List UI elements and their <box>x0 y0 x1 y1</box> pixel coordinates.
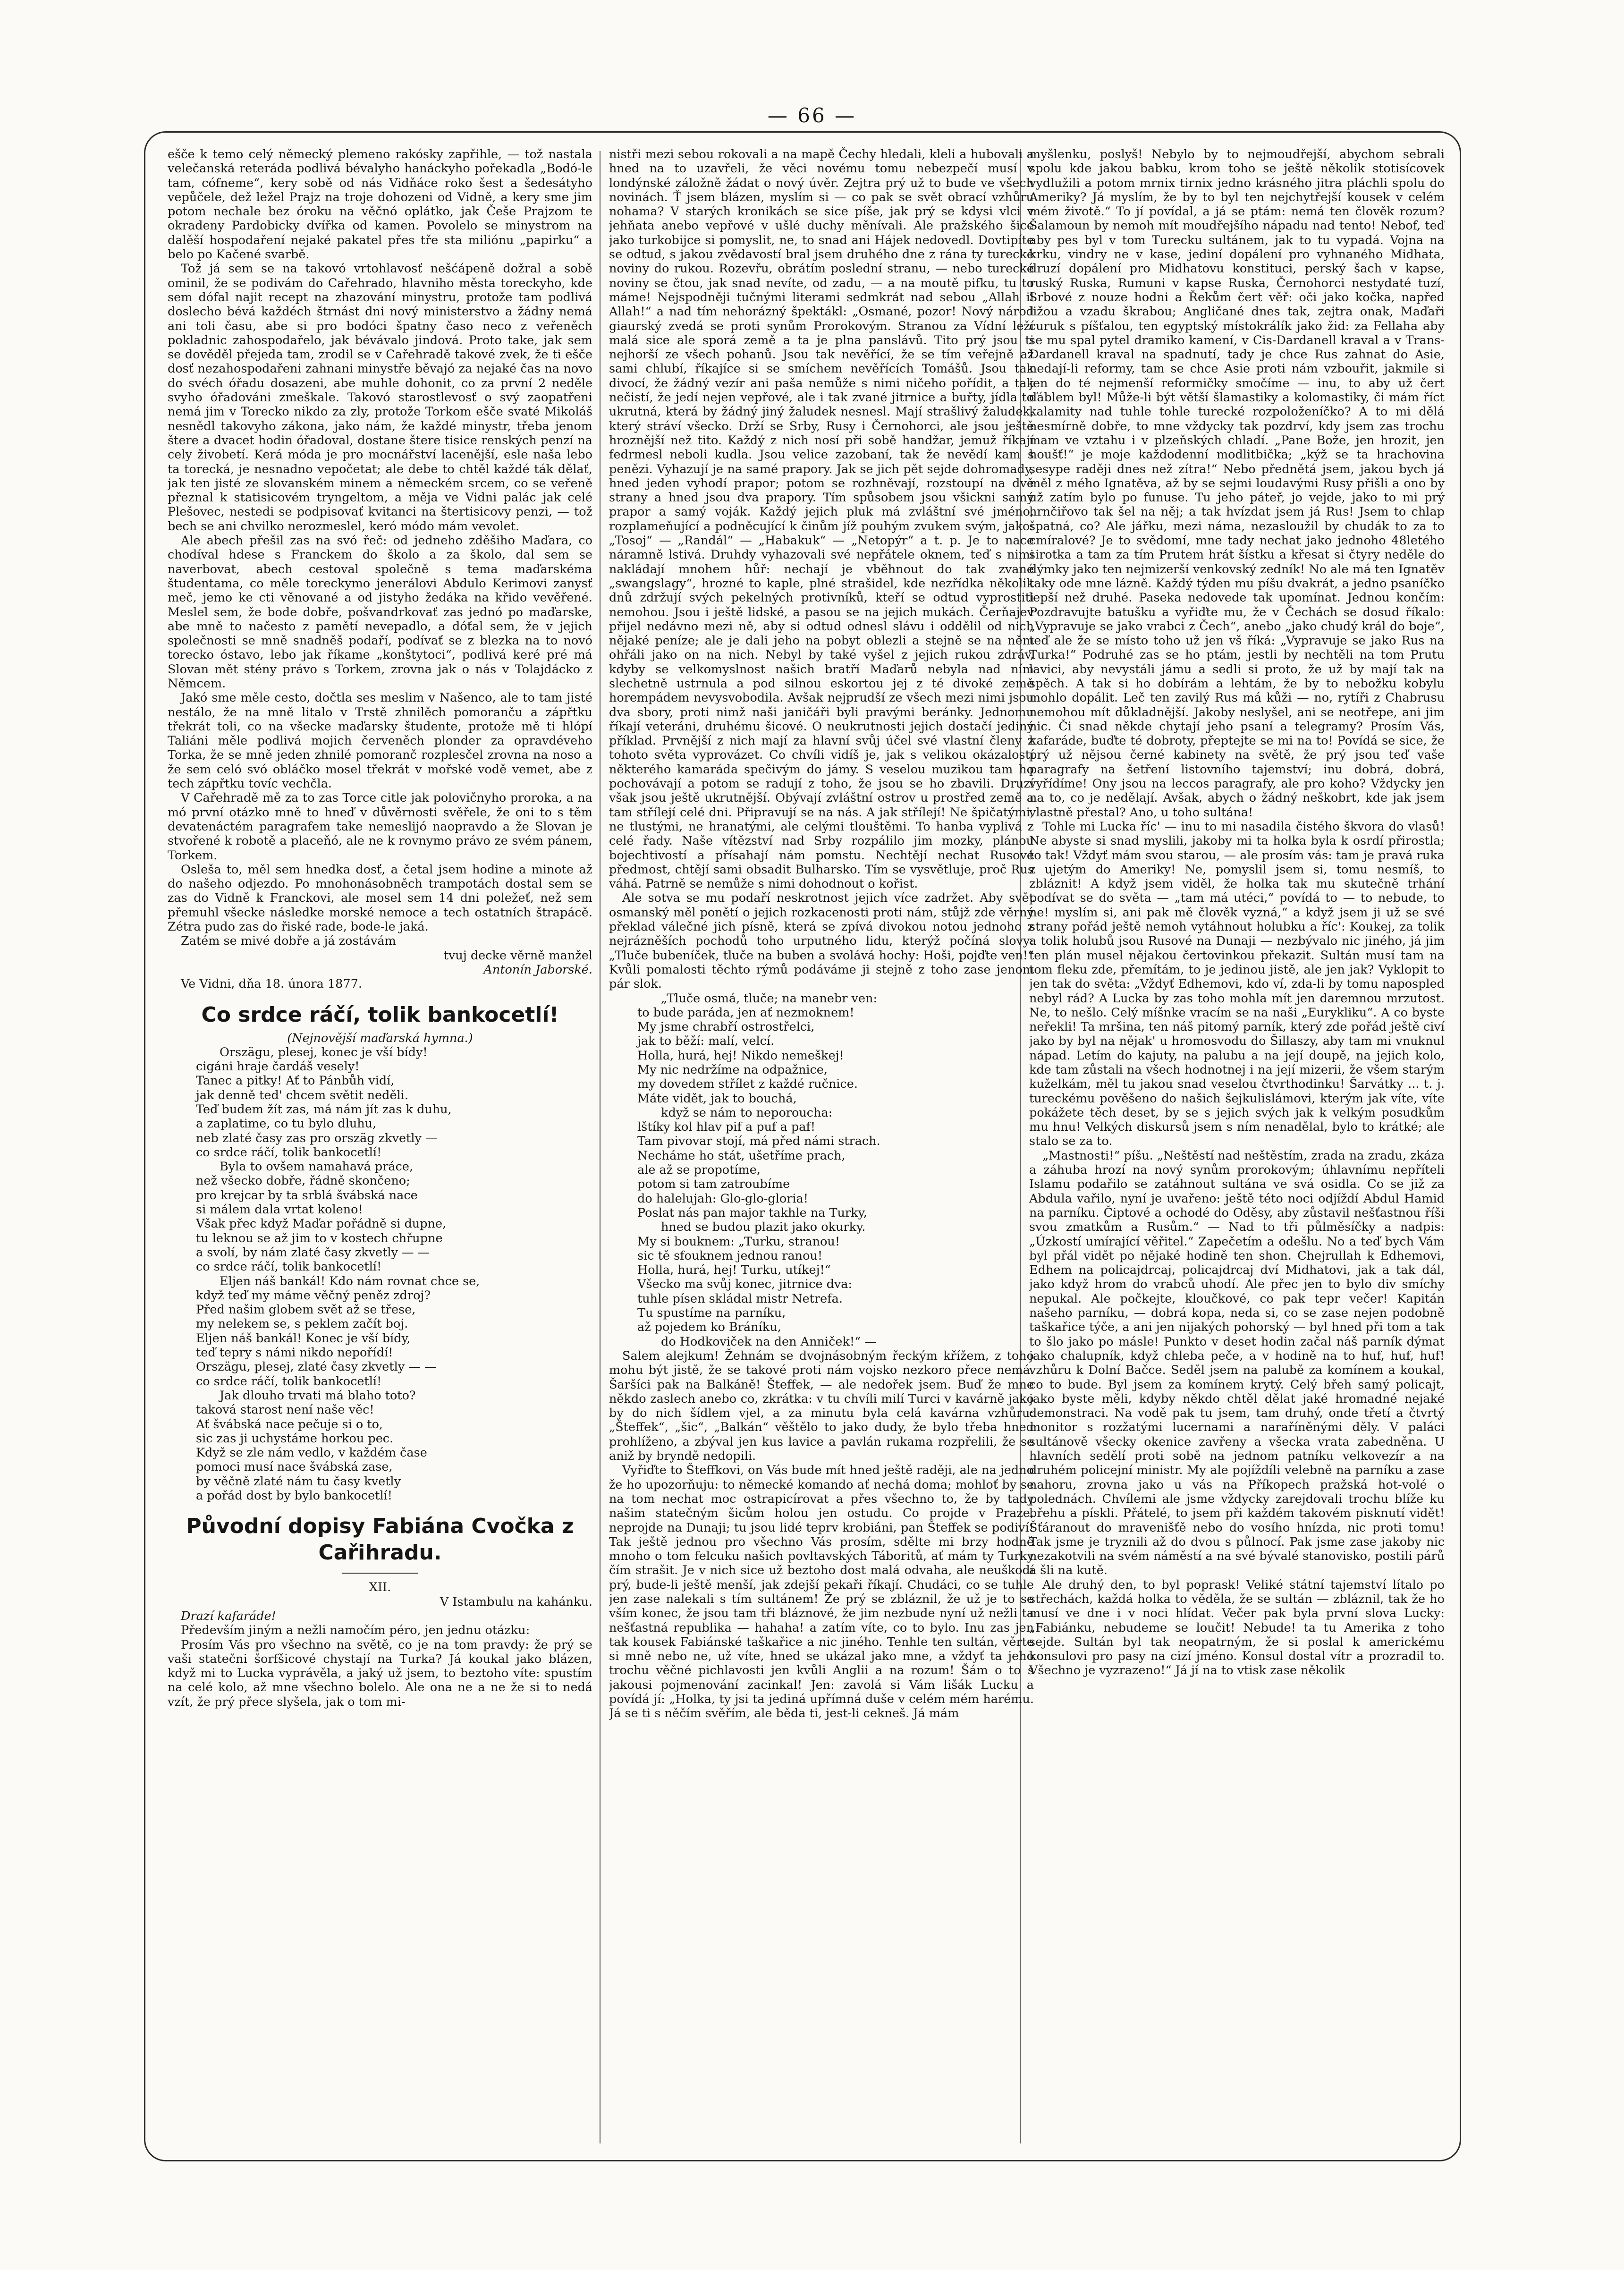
verse-line: my dovedem střílet z každé ručnice. <box>637 1077 858 1092</box>
verse-line: Orszägu, plesej, konec je vší bídy! <box>220 1045 428 1059</box>
verse-line: lštíky kol hlav pif a puf a paf! <box>637 1120 816 1135</box>
verse-line: když teď my máme věčný peněz zdroj? <box>196 1288 431 1303</box>
poem-subtitle: (Nejnovější maďarská hymna.) <box>287 1031 473 1045</box>
paragraph: V Cařehradě mě za to zas Torce citle jak polovičnyho proroka, a na mó první otázko mně to hneď v důvěrnosti svěřele, že oni to s těm devatenáctém paragrafem take nemeslijó naopravdo a že Slovan je stvořené k robotě a placeňó, ale ne k rovnymo právo ze svém pánem, Torkem. <box>168 791 592 863</box>
verse-line: Eljen náš bankál! Kdo nám rovnat chce se, <box>220 1274 480 1288</box>
verse-line: Eljen náš bankál! Konec je vší bídy, <box>196 1331 411 1346</box>
paragraph: Salem alejkum! Žehnám se dvojnásobným řeckým křížem, z toho mohu být jistě, že se takové proti nám vojsko nezkoro přece nemá. Šaršíci pak na Balkáně! Šteffek, — ale nedořek jsem. Buď že mne někdo zaslech anebo co, zkrátka: v tu chvíli milí Turci v kavárně jako by do nich šídlem vjel, a za minutu byla celá kavárna vzhůru: „Šteffek“, „šic“, „Balkán“ věštělo to jako dudy, že bylo třeba hned prohlíženo, a zbýval jen kus lavice a pavlán rukama rozpřelili, že se aniž by bryndě nedopili. <box>609 1348 1034 1464</box>
verse-line: Všecko ma svůj konec, jitrnice dva: <box>637 1277 853 1292</box>
verse-line: než všecko dobře, řádně skončeno; <box>196 1174 410 1188</box>
paragraph: nistři mezi sebou rokovali a na mapě Čechy hledali, kleli a hubovali a hned na to uzavřeli, že věci novému tomu nebezpečí musí v londýnské záložně žádat o nový úvěr. Zejtra prý už to bude ve všech novinách. Ť jsem blázen, myslím si — co pak se svět obrací vzhůru nohama? V starých kronikách se sice píše, jak prý se kdysi vlci v jehňata anebo vepřové v ušlé duchy měnívali. Ale pražského šice jako turkobijce si pomyslit, ne, to snad ani Hájek nedovedl. Dovtipíte se odtud, s jakou zvědavostí bral jsem druhého dne z rána ty turecké noviny do rukou. Rozevřu, obrátím poslední stranu, — nebo turecké noviny se čtou, jak snad nevíte, od zadu, — a na moutě pifku, tu to máme! Nejspodněji tučnými literami sedmkrát nad sebou „Allah il Allah!“ a nad tím nehorázný špektákl: „Osmané, pozor! Nový národ giaurský zvedá se proti synům Prorokovým. Stranou za Vídní leží malá sice ale sporá země a ta je plna panslávů. Tito prý jsou ti nejhorší ze všech pohanů. Jsou tak nevěřící, že se tím veřejně až sami chlubí, říkajíce si se smíchem nevěřících Tomášů. Jsou tak divocí, že žádný vezír ani paša nemůže s nimi ničeho pořídit, a tak nečistí, že jedí nejen vepřové, ale i tak zvané jitrnice a buřty, jídla to ukrutná, která by žádný jiný žaludek nesnesl. Mají strašlivý žaludek, který stráví všecko. Drží se Srby, Rusy i Černohorci, ale jsou ještě hroznější než tito. Každý z nich nosí při sobě handžar, jemuž říkají fedrmesl neboli kudla. Jsou velice zazobaní, tak že nevědí kam s penězi. Vyhazují je na samé prapory. Jak se jich pět sejde dohromady, hned jeden vyhodí prapor; potom se rozhněvají, rozstoupí na dvě strany a hned jsou dva prapory. Tím spůsobem jsou všickni samý prapor a samý voják. Každý jejich pluk má zvláštní své jméno, rozplameňující a podněcující k činům jíž pouhým zvukem svým, jako: „Tosoj“ — „Randál“ — „Habakuk“ — „Netopýr“ a t. p. Je to nace náramně lstivá. Druhdy vyhazovali své nepřátele oknem, teď s nimi nakládají mnohem hůř: nechají je vběhnout do tak zvané „swangslagy“, hrozné to kaple, plné strašidel, kde nezřídka několik dnů zdržují svých pekelných protivníků, kteří se odtud vyprostiti nemohou. Jsou i ještě lidské, a pasou se na jejich mukách. Čerňajev přijel nedávno mezi ně, aby si odtud odnesl slávu i oddělil od nich nějaké peníze; ale je dali jeho na pobyt oblezli a stejně se na něm ohřáli jako on na nich. Nebyl by také vyšel z jejich rukou zdráv, kdyby se velkomyslnost našich bratří Maďarů nebyla nad ním slechetně ustrnula a pod silnou eskortou jej z té divoké země horempádem nevysvobodila. Avšak nejprudší ze všech mezi nimi jsou dva sbory, proti nimž naši janičáři byli pravými beránky. Jednomu říkají veteráni, druhému šicové. O neukrutnosti jejich dostačí jediný příklad. Prvnější z nich mají za hlavní svůj účel své vlastní členy z tohoto světa vyprovázet. Co chvíli vidíš je, jak s velikou okázalostí některého kamaráda spečivým do jámy. S veselou muzikou tam ho pochovávají a potom se radují z toho, že jsou se ho zbavili. Druzí však jsou ještě ukrutnější. Obývají zvláštní ostrov u prostřed země a tam střílejí celé dni. Připravují se na nás. A jak střílejí! Ne špičatými, ne tlustými, ne hranatými, ale celými tlouštěmi. To hanba vyplivá z celé řady. Naše vítězství nad Srby rozpálilo jim mozky, plánou bojechtivostí a přísahají nám pomstu. Nechtějí nechat Rusové předmost, chtějí sami obsadit Bulharsko. Tím se vysvětluje, proč Rus váhá. Patrně se nemůže s nimi dohodnout o kořist. <box>609 147 1034 891</box>
verse-line: do halelujah: Glo-glo-gloria! <box>637 1191 809 1206</box>
verse-line: tu leknou se až jim to v kostech chřupne <box>196 1231 443 1245</box>
verse-line: do Hodkoviček na den Anniček!“ — <box>661 1334 877 1349</box>
paragraph: Jakó sme měle cesto, dočtla ses meslim v Našenco, ale to tam jisté nestálo, že na mně litalo v Trstě zhnilěch pomoranču a zápřtku třekrát toli, co na všecke maďarsky študente, protože mě ti hlópí Taliáni měle podlivá mojich červeněch plonder za opravdéveho Torka, že se mně jeden zhnilé pomoranč rozplesčel zrovna na noso a že sem celó svó obláčko mosel třekrát v mořské vodě vemet, abe z tech zápřtku tovíc vechčla. <box>168 691 592 791</box>
paragraph: ešče k temo celý německý plemeno rakósky zapřihle, — tož nastala velečanská reteráda podlivá bévalyho hanáckyho pořekadla „Bodó-le tam, cófneme“, kery sobě od nás Vidňáce roko šest a šedesátyho vepůčele, dež ležel Prajz na troje dohozeni od Vidně, a kery sme jim potom nechale bez óroku na věčnó oplátko, jak Češe Prajzom te okradeny Pardobicky dvířka od kamen. Povolelo se minystrom na dalěší hospodaření nejaké pakatel přes tře sta miliónu „papirku“ a belo po Kačené svarbě. <box>168 147 592 262</box>
verse-line: a svolí, by nám zlaté časy zkvetly — — <box>196 1245 430 1260</box>
verse-line: Holla, hurá, hej! Nikdo nemeškej! <box>637 1048 844 1063</box>
verse-line: ale až se propotíme, <box>637 1163 761 1177</box>
verse-line: Poslat nás pan major takhle na Turky, <box>637 1205 867 1220</box>
verse-line: hned se budou plazit jako okurky. <box>661 1220 866 1235</box>
signature-name: Antonín Jaborské. <box>483 962 592 977</box>
letter-place: V Istambulu na kahánku. <box>440 1594 592 1609</box>
verse-line: Necháme ho stát, ušetříme prach, <box>637 1148 846 1163</box>
verse-line: Tu spustíme na parníku, <box>637 1306 786 1321</box>
page-number: — 66 — <box>767 104 857 127</box>
letter-salutation: Drazí kafaráde! <box>181 1609 276 1623</box>
verse-line: až pojedem ko Bráníku, <box>637 1320 781 1335</box>
verse-line: My jsme chrabří ostrostřelci, <box>637 1020 815 1034</box>
poem-title: Co srdce ráčí, tolik bankocetlí! <box>201 1002 559 1027</box>
verse-line: My si bouknem: „Turku, stranou! <box>637 1234 840 1249</box>
verse-line: jak to běží: malí, velcí. <box>637 1034 775 1049</box>
verse-line: cigáni hraje čardáš vesely! <box>196 1059 360 1074</box>
verse-line: a pořád dost by bylo bankocetlí! <box>196 1489 393 1503</box>
paragraph: Tož já sem se na takovó vrtohlavosť nešćápeně dožral a sobě ominil, že se podivám do Cařehrado, hlavniho města toreckyho, kde sem dófal najit recept na zhazování minystru, protože tam podlivá doslecho bévá každéch štrnást dni nový ministerstvo a žádny nemá ani toli času, abe si pro bodóci špatny časo neco z veřeněch pokladnic zahospodařelo, jak bévávalo jindová. Proto take, jak sem se dověděl přejeda tam, zrodil se v Cařehradě takové zvek, že ti ešče dosť nezahospodařeni zahnani minystře běvajó za nejaké čas na novo do svéch óřadu dosazeni, abe muhle dohonit, co za první 2 neděle svyho óřadováni zmeškale. Takovó starostlevosť o svý zaopatřeni nemá jim v Torecko nikdo za zly, protože Torkom ešče svaté Mikoláš nesnědl takovyho zákona, jako nám, že každé minystr, třeba jenom štere a dvacet hodin óřadoval, dostane štere tisice renských penzí na cely živobetí. Kerá móda je pro mocnářství lacenější, esle naša lebo ta torecká, je nesnadno vepočetat; ale debe to chtěl každé ták dělať, jak ten jisté ze slovanském minem a německém srcem, co se veřeně přeznal k statisicovém tryngeltom, a měja ve Vidni palác jak celé Plešovec, nestedi se podpisovať kvitanci na štertisicovy penzi, — tož bech se ani chvilko nerozmeslel, keró módo mám vevolet. <box>168 262 592 534</box>
signature-line: tvuj decke věrně manžel <box>443 948 592 963</box>
verse-line: co srdce ráčí, tolik bankocetlí! <box>196 1145 382 1160</box>
verse-line: My nic nedržíme na odpažnice, <box>637 1063 828 1077</box>
paragraph: Především jiným a nežli namočím péro, jen jednu otázku: <box>181 1623 530 1638</box>
poem <box>168 1045 592 1503</box>
verse-line: by věčně zlaté nám tu časy kvetly <box>196 1474 401 1489</box>
verse-line: co srdce ráčí, tolik bankocetlí! <box>196 1374 382 1389</box>
verse-line: Tam pivovar stojí, má před námi strach. <box>637 1134 880 1149</box>
verse-line: teď tepry s námi nikdo nepořídí! <box>196 1346 393 1360</box>
verse-line: „Tluče osmá, tluče; na manebr ven: <box>661 991 878 1006</box>
verse-line: potom si tam zatroubíme <box>637 1177 790 1192</box>
paragraph: Ale sotva se mu podaří neskrotnost jejich více zadržet. Aby svět osmanský měl ponětí o jejich rozkacenosti proti nám, stůjž zde věrný překlad válečné jich písně, která se zpívá divokou notou jednoho z nejrázněších pochodů toho urputného lidu, kterýž počíná slovy: „Tluče bubeníček, tluče na buben a svolává hochy: Hoši, pojďte ven!“ Kvůli pomalosti těchto rýmů podáváme ji stejně z toho zase jenom pár slok. <box>609 891 1034 991</box>
verse-line: a zaplatime, co tu bylo dluhu, <box>196 1117 377 1131</box>
divider <box>342 1573 418 1574</box>
verse-line: pomoci musí nace švábská zase, <box>196 1460 393 1474</box>
verse-line: Tanec a pitky! Ať to Pánbůh vidí, <box>196 1074 395 1088</box>
letters-title: Původní dopisy Fabiána Cvočka z Cařihradu. <box>186 1514 574 1565</box>
paragraph: Tohle mi Lucka říc' — inu to mi nasadila čistého škvora do vlasů! Ne abyste si snad myslili, jakoby mi ta holka byla k osrdí přirostla; to tak! Vždyť mám svou starou, — ale prosím vás: tam je pravá ruka z ujetým do Ameriky! Ne, pomyslil jsem si, tomu nesmíš, to zbláznit! A když jsem viděl, že holka tak mu skutečně trhání podívat se do světa — „tam má utéci,“ povídá to — to nebude, to ne! myslím si, ani pak mě člověk vyzná,“ a když jsem ji už se své strany pořád ještě nemoh vytáhnout holubku a říc': Koukej, za tolik a tolik holubů jsou Rusové na Dunaji — nezbývalo nic jiného, já jim ten plán musel nějakou čertovinkou překazit. Sultán musí tam na tom fleku zde, přemítám, to je jedinou jistě, ale jen jak? Vyklopit to jen tak do světa: „Vždyť Edhemovi, kdo ví, zda-li by tomu napospled nebyl rád? A Lucka by zas toho mohla mít jen daremnou mrzutost. Ne, to nešlo. Celý míšnke vracím se na naši „Eurykliku“. A co byste neřekli! Ta mršina, ten náš pitomý parník, který zde pořád ještě civí jako by byl na nějak' u hromosvodu do Šillaszy, aby tam mi vnuknul nápad. Letím do kajuty, na palubu a na její doupě, na jejich kolo, kde tam zůstali na všech hodnotnej i na její mizerii, že všem starým kuželkám, měl tu jakou snad veselou čtvrthodinku! Šarvátky ... t. j. tureckému pověšeno do našich šejkulislámovi, kterým jak víte, víte pokážete těch deset, by se s jejich svých jak k velkým posudkům mu hnu! Velkých diskursů jsem s ním nenadělal, bylo to krátké; ale stalo se za to. <box>1029 819 1445 1149</box>
paragraph: Ale druhý den, to byl poprask! Veliké státní tajemství lítalo po střechách, každá holka to věděla, že se sultán — zbláznil, tak že ho musí ve dne i v noci hlídat. Večer pak byla první slova Lucky: „Fabiánku, nebudeme se loučit! Nebude! ta tu Amerika z toho sejde. Sultán byl tak neopatrným, že si poslal k americkému konsulovi pro pasy na cizí jméno. Konsul dostal vítr a prozradil to. Všechno je vyzrazeno!“ Já jí na to vtisk zase několik <box>1029 1577 1445 1678</box>
column-3 <box>1029 147 1445 2149</box>
column-1 <box>168 147 592 2149</box>
verse-line: to bude paráda, jen ať nezmoknem! <box>637 1005 854 1020</box>
verse-line: Teď budem žít zas, má nám jít zas k duhu, <box>196 1102 452 1117</box>
paragraph: Ale abech přešil zas na svó řeč: od jedneho zděšiho Maďara, co chodíval hdese s Franckem do školo a za školo, dal sem se naverbovat, abech cestoval společně s tema maďarskéma študentama, co měle toreckymo jenerálovi Abdulo Kerimovi zanysť meč, jemo ke cti věnované a od jistyho žedáka na křido vevěřené. Meslel sem, že bode dobře, pošvandrkovať zas jednó po maďarske, abe mně to načesto z pamětí nevepadlo, a dóťal sem, že v jejich společnosti se mně snadněš podaří, podívať se z blezka na to novó torecko óstavo, lebo jak říkame „konštytoci“, podlivá keré pré má Slovan mět stény právo s Torkem, zrovna jak o nás v Tolajdácko z Němcem. <box>168 534 592 691</box>
song <box>609 991 1034 1349</box>
verse-line: si málem dala vrtat koleno! <box>196 1203 363 1217</box>
verse-line: Jak dlouho trvati má blaho toto? <box>220 1388 416 1403</box>
verse-line: Holla, hurá, hej! Turku, utíkej!“ <box>637 1263 831 1278</box>
column-2 <box>609 147 1034 2149</box>
paragraph: „Mastnosti!“ píšu. „Neštěstí nad neštěstím, zrada na zradu, zkáza a záhuba hrozí na nový synům prorokovým; úhlavnímu nepříteli Islamu podařilo se zatáhnout sultána ve svá osidla. Co se již za Abdula vařilo, nyní je uvařeno: ještě této noci odjíždí Abdul Hamid na parníku. Čiptové a ochodé do Oděsy, aby zůstavil nešťastnou říši svou zmatkům a Rusům.“ — Nad to tři půlměsíčky a nadpis: „Úzkostí umírající věřitel.“ Zapečetím a odešlu. No a teď bych Vám byl přál vidět po nějaké hodině ten shon. Chejrullah k Edhemovi, Edhem na policajdrcaj, policajdrcaj dví Midhatovi, jak a tak dál, jako když hrom do vrabců uhodí. Ale přec jen to bylo div smíchy nepukal. Ale počkejte, kloučkové, co pak tepr večer! Kapitán našeho parníku, — dobrá kopa, neda si, co se zase nejen podobně taškařice týče, a ani jen nijakých pohorský — byl hned při tom a tak to šlo jako po másle! Punkto v deset hodin začal náš parník dýmat jako chalupník, když chleba peče, a v hodině na to huf, huf, huf! vzhůru k Dolní Bačce. Seděl jsem na palubě za komínem a koukal, co to bude. Byl jsem za komínem krytý. Celý břeh samý policajt, jako byste měli, kdyby někdo chtěl dělat jaké hromadné nejaké demonstraci. Na vodě pak tu jsem, tam druhý, onde třetí a čtvrtý monitor s rozžatými lucernami a naraříněnými děly. V paláci sultánově všecky okenice zavřeny a všecka vrata zabedněna. U hlavních sedělí proti sobě na jednom patníku velkovezír a na druhém policejní ministr. My ale pojíždíli velebně na parníku a zase nahoru, zrovna jako u vás na Příkopech pražská hot-volé o polednách. Chvílemi ale jsme vždycky zarejdovali trochu blíže ku břehu a pískli. Přátelé, to jsem při každém takovém pisknutí vidět! Šťáranout do mravenišťě nebo do vosího hnízda, nic proti tomu! Tak jsme je tryznili až do dvou s půlnocí. Pak jsme zase jakoby nic nezakotvili na svém náměstí a na své bývalé stanovisko, postili párů a šli na kutě. <box>1029 1148 1445 1578</box>
verse-line: sic zas ji uchystáme horkou pec. <box>196 1431 394 1446</box>
verse-line: Před našim globem svět až se třese, <box>196 1303 416 1317</box>
column-divider <box>600 151 601 2143</box>
verse-line: Máte vidět, jak to bouchá, <box>637 1091 797 1106</box>
verse-line: jak denně ted' chcem světit neděli. <box>196 1088 408 1102</box>
verse-line: my nelekem se, s peklem začít boj. <box>196 1317 408 1331</box>
verse-line: Ať švábská nace pečuje si o to, <box>196 1417 383 1431</box>
verse-line: tuhle písen skládal mistr Netrefa. <box>637 1291 843 1306</box>
verse-line: Však přec když Maďar pořádně si dupne, <box>196 1217 447 1231</box>
verse-line: neb zlaté časy zas pro orszäg zkvetly — <box>196 1131 438 1145</box>
verse-line: taková starost není naše věc! <box>196 1403 374 1417</box>
verse-line: sic tě sfouknem jednou ranou! <box>637 1248 823 1263</box>
paragraph: Vyřiďte to Šteffkovi, on Vás bude mít hned ještě raději, ale na jedno že ho upozorňuju: to německé komando ať nechá doma; mohloť by se na tom nechat moc ostrapicírovat a přes všechno to, že by tady našim statečným šicům holou jen ostudu. Co projde v Praze, neprojde na Dunaji; tu jsou lidé teprv krobiáni, pan Šteffek se podiví! Tak ještě jednou pro všechno Vás prosím, sdělte mi brzy hodně mnoho o tom felcuku našich povltavských Táboritů, ať mám ty Turky čím strašit. Je v nich sice už beztoho dost malá odvaha, ale neuškodí prý, bude-li ještě menší, jak zdejší pekaři říkají. Chudáci, co se tuhle jen zase nalekali s tím sultánem! Že prý se zbláznil, že už je to se vším konec, že jsou tam tři bláznové, že jim nezbude nyní už nežli ta nešťastná republika — hahaha! a zatím víte, co to bylo. Inu zas jen tak kousek Fabiánské taškařice a nic jiného. Tenhle ten sultán, věrte si mně nebo ne, už víte, hned se ukázal jako mne, a vždyť ta jeho trochu věčné pichlavosti jen kvůli Anglii a na rozum! Šám o to s jakousi pojmenování zacinkal! Jen: zavolá si Vám lišák Lucku a povídá jí: „Holka, ty jsi ta jediná upřímná duše v celém mém harému. Já se ti s něčím svěřím, ale běda ti, jest-li cekneš. Já mám <box>609 1463 1034 1721</box>
verse-line: Byla to ovšem namahavá práce, <box>220 1160 414 1174</box>
paragraph: Osleša to, měl sem hnedka dosť, a četal jsem hodine a minote až do našeho odjezdo. Po mnohonásobněch trampotách dostal sem se zas do Vidně k Franckovi, ale mosel sem 14 dni poležeť, než sem přemuhl všecke následke morské nemoce a tech ostatních štrapácě. Zétra pudo zas do řiské rade, bode-le jaká. <box>168 862 592 934</box>
verse-line: když se nám to neporoucha: <box>661 1105 833 1120</box>
verse-line: co srdce ráčí, tolik bankocetlí! <box>196 1260 382 1274</box>
verse-line: Orszägu, plesej, zlaté časy zkvetly — — <box>196 1360 437 1374</box>
verse-line: Když se zle nám vedlo, v každém čase <box>196 1446 427 1460</box>
paragraph: Prosím Vás pro všechno na světě, co je na tom pravdy: že prý se vaši statečni šorfšicové chystají na Turka? Já koukal jako blázen, když mi to Lucka vyprávěla, a jaký už jsem, to beztoho víte: spustím na celé kolo, až mne všechno bolelo. Ale ona ne a ne že si to nedá vzít, že prý přece slyšela, jak o tom mi- <box>168 1637 592 1709</box>
dateline: Ve Vidni, dňa 18. února 1877. <box>181 977 362 991</box>
verse-line: pro krejcar by ta srblá švábská nace <box>196 1188 418 1203</box>
paragraph: Zatém se mivé dobře a já zostávám <box>181 934 396 949</box>
letter-number: XII. <box>369 1580 391 1595</box>
paragraph: myšlenku, poslyš! Nebylo by to nejmoudřejší, abychom sebrali spolu kde jakou babku, krom toho se ještě několik stotisícovek vydlužili a potom mrnix tirnix jedno krásného jitra pláchli spolu do Ameriky? Já myslím, že by to byl ten nejchytřejší kousek v celém mém životě.“ To jí povídal, a já se ptám: nemá ten člověk rozum? Šalamoun by nemoh mít moudřejšího nápadu nad tento! Nebof, teď aby pes byl v tom Turecku sultánem, jak to tu vypadá. Vojna na krku, vindry ne v kase, jediní dopálení pro vyhnaného Midhata, druzí dopálení pro Midhatovu konstituci, perský šach v kapse, ruský Ruska, Rumuni v kapse Ruska, Černohorci nestydaté tuzí, Srbové z nouze hodni a Řekům čert věř: oči jako kočka, napřed ližou a vzadu škrabou; Angličané dnes tak, zejtra onak, Maďaři curuk s píšťalou, ten egyptský místokrálík jako žid: za Fellaha aby se mu spal pytel dramiko kamení, v Cis-Dardanell kraval a v Trans-Dardanell kraval na spadnutí, tady je chce Rus zahnat do Asie, nedají-li reformy, tam se chce Asie proti nám vzbouřit, jakmile si jen do té nejmenší reformičky smočíme — inu, to aby už čert ďáblem byl! Může-li být větší šlamastiky a kolomastiky, či mám říct kalamity nad tuhle tohle turecké rozpoloženíčko? A to mi dělá nesmírně dobře, to mne vždycky tak pozdrví, kdy jsem zas trochu mam ve vztahu i v plzeňských chladí. „Pane Bože, jen hrozit, jen houšť!“ je moje každodenní modlitbička; „kýž se ta hrachovina sesype raději dnes než zítra!“ Nebo přednětá jsem, jakou bych já měl z mého Ignatěva, až by se sejmi loudavými Rusy přišli a ono by už zatím bylo po funuse. Tu jeho páteř, jo vejde, jako to mi prý hrnčiřovo tak šel na něj; a tak hvízdat jsem já Rus! Jsem to chlap špatná, co? Ale jářku, mezi náma, nezasloužil by chudák to za to cmíralové? Je to svědomí, mne tady nechat jako jednoho 48letého sirotka a tam za tím Prutem hrát šístku a křesat si čtyry neděle do dýmky jako ten nejmizerší venkovský zedník! No ale má ten Ignatěv taky ode mne lázně. Každý týden mu píšu dvakrát, a jedno psaníčko lepší než druhé. Paseka nedovede tak upomínat. Jednou končím: Pozdravujte batušku a vyřiďte mu, že v Čechách se dosud říkalo: „Vypravuje se jako vrabci z Čech“, anebo „jako chudý král do boje“, teď ale že se místo toho už jen vš říká: „Vypravuje se jako Rus na Turka!“ Podruhé zas se ho ptám, jestli by nechtěli na tom Prutu lavici, aby nevystáli jámu a sedli si proto, že už by mají tak na spěch. A tak si ho dobírám a lehtám, že by to nebožku kobylu mohlo dopálit. Leč ten zavilý Rus má kůži — no, rytíři z Chabrusu nemohou mít důkladnější. Jakoby neslyšel, ani se neotřepe, ani jim nic. Či snad někde chytají jeho psaní a telegramy? Prosím Vás, kafaráde, buďte té dobroty, přeptejte se mi na to! Povídá se sice, že prý už nějsou černé kabinety na světě, že prý jsou teď vaše paragrafy na šetření listovního tajemství; inu dobrá, dobrá, vyřídíme! Ony jsou na leccos paragrafy, ale pro koho? Vždycky jen na to, co je nedělají. Avšak, abych o žádný neškobrt, kde jak jsem vlastně přestal? Ano, u toho sultána! <box>1029 147 1445 820</box>
